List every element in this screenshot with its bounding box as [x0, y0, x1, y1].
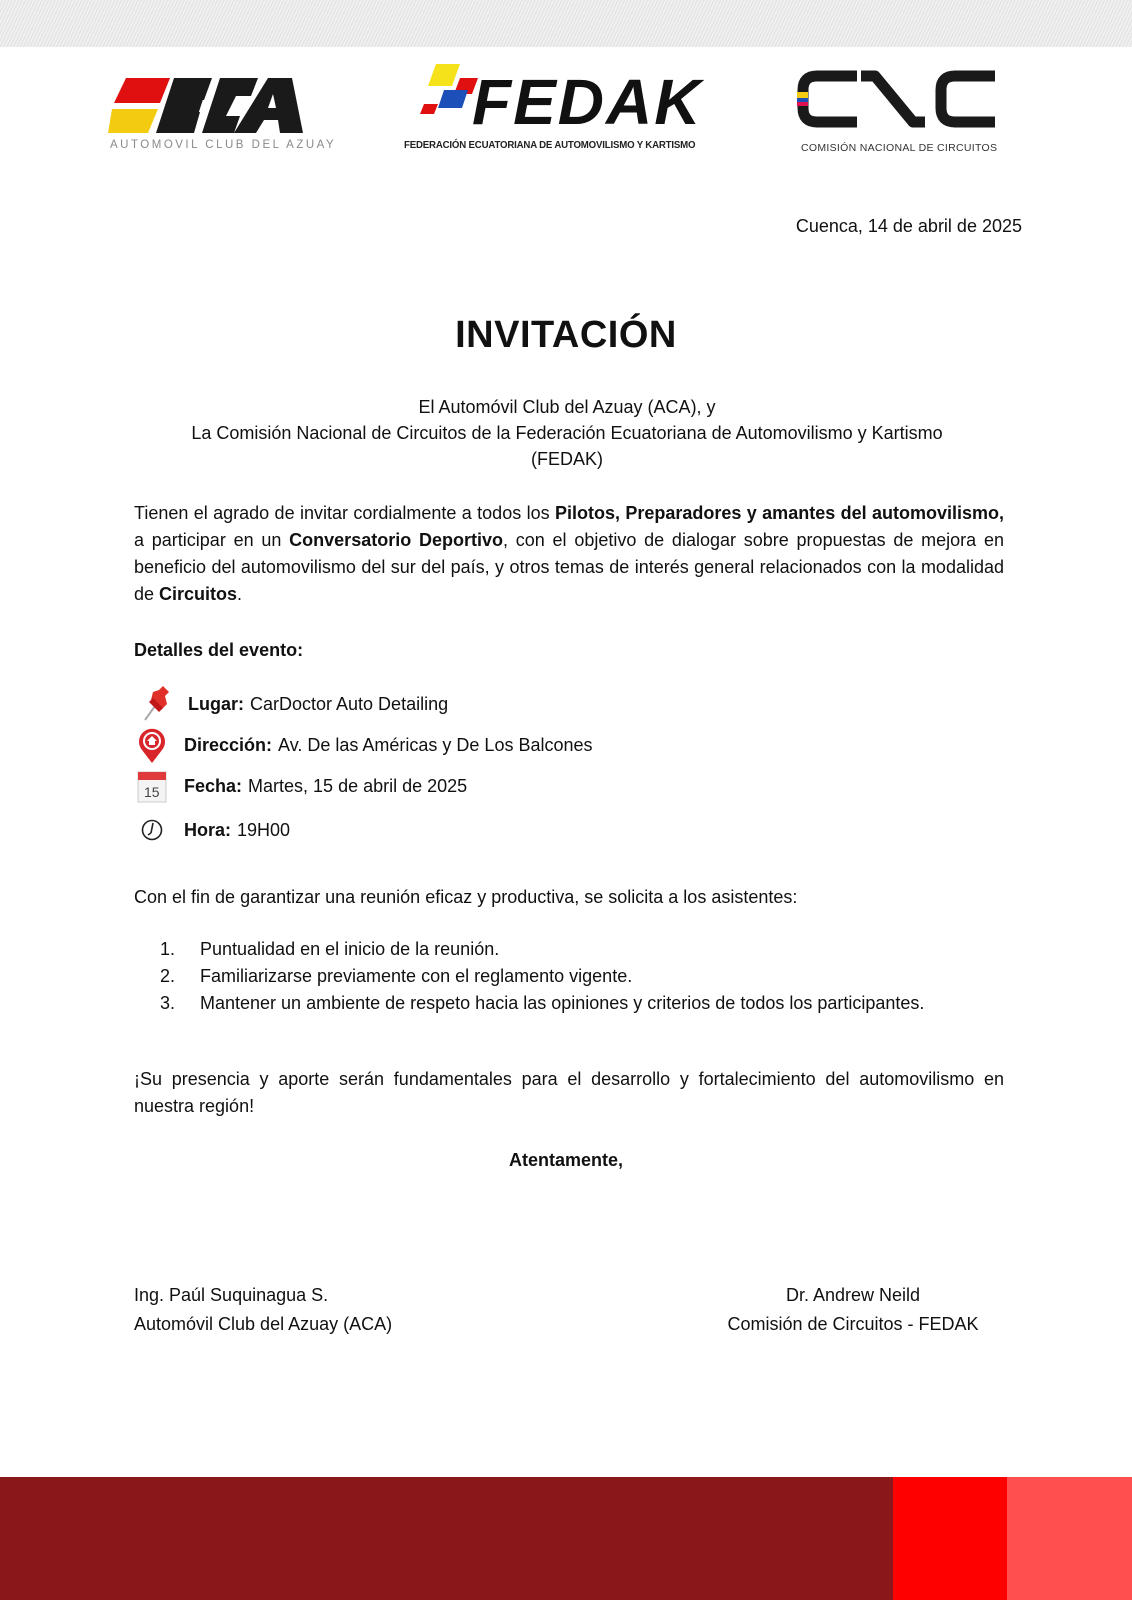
- signatory-org: Comisión de Circuitos - FEDAK: [727, 1314, 979, 1334]
- closing-paragraph: ¡Su presencia y aporte serán fundamentales para el desarrollo y fortalecimiento del automovilismo en nuestra región!: [134, 1069, 1004, 1116]
- cnc-logo-subtitle: COMISIÓN NACIONAL DE CIRCUITOS: [801, 142, 998, 154]
- detail-value: Martes, 15 de abril de 2025: [248, 775, 468, 796]
- request-intro: Con el fin de garantizar una reunión eficaz y productiva, se solicita a los asistentes:: [134, 887, 798, 907]
- intro-paragraph: [134, 500, 1004, 608]
- request-text: Familiarizarse previamente con el reglamento vigente.: [200, 966, 633, 986]
- intro-bold-event: Conversatorio Deportivo: [289, 530, 503, 550]
- intro-text: , con el objetivo de dialogar sobre propuestas de mejora en beneficio del automovilismo del sur del país, y otros temas de interés general relacionados con la modalidad de: [134, 530, 1004, 604]
- pushpin-icon: [138, 686, 174, 722]
- signature-left: [134, 1281, 392, 1339]
- sender-line: El Automóvil Club del Azuay (ACA), y: [418, 397, 716, 417]
- intro-text: .: [237, 584, 243, 604]
- request-item: [160, 936, 1004, 963]
- cnc-logo-mark: [795, 66, 1015, 138]
- fedak-logo-mark: [400, 64, 703, 138]
- intro-text: a participar en un: [134, 530, 290, 550]
- intro-bold-modality: Circuitos: [159, 584, 238, 604]
- detail-label: Hora:: [184, 819, 232, 840]
- closing-salutation: Atentamente,: [508, 1150, 624, 1170]
- footer-segment-light: [1007, 1477, 1132, 1600]
- detail-address: [134, 727, 593, 763]
- detail-label: Lugar:: [188, 693, 244, 714]
- aca-logo-subtitle: AUTOMOVIL CLUB DEL AZUAY: [110, 139, 337, 151]
- footer-color-band: [0, 1477, 1132, 1600]
- intro-text: Tienen el agrado de invitar cordialmente a todos los: [134, 503, 555, 523]
- request-number: 2.: [160, 966, 176, 986]
- detail-time: [134, 812, 290, 848]
- request-text: Mantener un ambiente de respeto hacia las opiniones y criterios de todos los participantes.: [200, 993, 925, 1013]
- detail-place: [138, 686, 448, 722]
- detail-value: 19H00: [237, 819, 291, 840]
- document-title: INVITACIÓN: [455, 314, 677, 356]
- signatory-org: Automóvil Club del Azuay (ACA): [134, 1314, 393, 1334]
- sender-line: (FEDAK): [531, 449, 603, 469]
- header-texture-band: [0, 0, 1132, 47]
- aca-logo: [108, 78, 337, 158]
- sender-block: [130, 394, 1004, 472]
- cnc-logo: [795, 66, 1015, 161]
- svg-text:FEDAK: FEDAK: [472, 66, 703, 138]
- fedak-logo-subtitle: FEDERACIÓN ECUATORIANA DE AUTOMOVILISMO Y KARTISMO: [404, 139, 696, 151]
- detail-value: CarDoctor Auto Detailing: [250, 693, 449, 714]
- request-list: [160, 936, 1004, 1017]
- location-pin-icon: [134, 727, 170, 763]
- intro-bold-audience: Pilotos, Preparadores y amantes del automovilismo,: [554, 503, 1004, 523]
- request-item: [160, 990, 1004, 1017]
- footer-segment-red: [893, 1477, 1007, 1600]
- signatory-name: Dr. Andrew Neild: [785, 1285, 921, 1305]
- calendar-day: 15: [144, 784, 160, 800]
- request-number: 3.: [160, 993, 176, 1013]
- sender-line: La Comisión Nacional de Circuitos de la Federación Ecuatoriana de Automovilismo y Kartismo: [191, 423, 943, 443]
- request-text: Puntualidad en el inicio de la reunión.: [200, 939, 500, 959]
- details-heading: Detalles del evento:: [134, 640, 304, 660]
- signatory-name: Ing. Paúl Suquinagua S.: [134, 1285, 329, 1305]
- footer-segment-dark: [0, 1477, 893, 1600]
- fedak-logo: [400, 64, 710, 159]
- detail-label: Dirección:: [184, 734, 273, 755]
- detail-label: Fecha:: [184, 775, 243, 796]
- clock-icon: [134, 812, 170, 848]
- document-date: Cuenca, 14 de abril de 2025: [795, 216, 1022, 236]
- detail-date: [134, 768, 467, 804]
- request-item: [160, 963, 1004, 990]
- signature-right: [708, 1281, 998, 1339]
- request-number: 1.: [160, 939, 176, 959]
- aca-logo-mark: [108, 78, 303, 136]
- calendar-icon: [134, 768, 170, 804]
- detail-value: Av. De las Américas y De Los Balcones: [278, 734, 593, 755]
